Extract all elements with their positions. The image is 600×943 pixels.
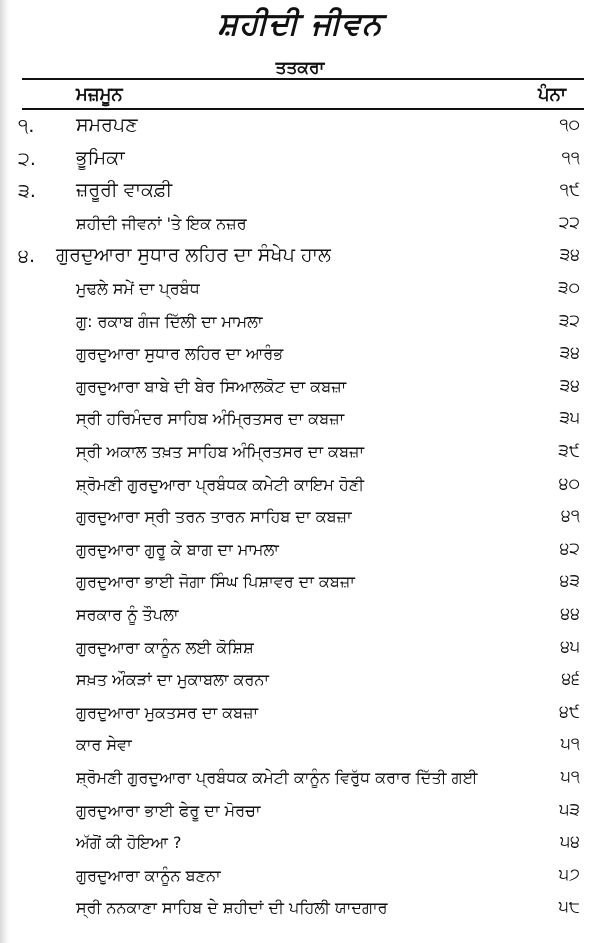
toc-entry-page: ੪੬ [561, 669, 580, 690]
toc-entry-page: ੩੫ [559, 408, 580, 429]
toc-entry-page: ੨੨ [558, 212, 580, 233]
toc-entry-title: ਸ੍ਰੀ ਨਨਕਾਣਾ ਸਾਹਿਬ ਦੇ ਸ਼ਹੀਦਾਂ ਦੀ ਪਹਿਲੀ ਯਾਦਗਾਰ [76, 898, 388, 918]
toc-entry-page: ੧੦ [559, 115, 580, 135]
toc-entry [0, 667, 600, 697]
toc-entry [0, 309, 600, 339]
toc-entry [0, 211, 600, 241]
toc-entry-title: ਗੁਰਦੁਆਰਾ ਸ੍ਰੀ ਤਰਨ ਤਾਰਨ ਸਾਹਿਬ ਦਾ ਕਬਜ਼ਾ [76, 507, 352, 527]
toc-entry-page: ੪੪ [560, 604, 580, 624]
toc-entry-title: ਮੁਢਲੇ ਸਮੇਂ ਦਾ ਪ੍ਰਬੰਧ [76, 279, 200, 298]
toc-entry [0, 895, 600, 925]
toc-entry [0, 374, 600, 404]
toc-entry-title: ਸ਼੍ਰੋਮਣੀ ਗੁਰਦੁਆਰਾ ਪ੍ਰਬੰਧਕ ਕਮੇਟੀ ਕਾਇਮ ਹੋਣੀ [76, 474, 365, 494]
toc-entry [0, 341, 600, 371]
toc-entry [0, 569, 600, 599]
toc-entry-page: ੧੯ [559, 180, 580, 201]
toc-entry-page: ੩੦ [558, 278, 580, 298]
toc-entry [0, 113, 600, 143]
toc-entry [0, 504, 600, 534]
toc-entry-title: ਗੁਰਦੁਆਰਾ ਸੁਧਾਰ ਲਹਿਰ ਦਾ ਆਰੰਭ [76, 344, 284, 364]
toc-entry-title: ਸ੍ਰੀ ਅਕਾਲ ਤਖ਼ਤ ਸਾਹਿਬ ਅੰਮ੍ਰਿਤਸਰ ਦਾ ਕਬਜ਼ਾ [76, 442, 365, 461]
toc-entry-title: ਗੁਰਦੁਆਰਾ ਬਾਬੇ ਦੀ ਬੇਰ ਸਿਆਲਕੋਟ ਦਾ ਕਬਜ਼ਾ [76, 376, 347, 396]
toc-entry-title: ਸ਼੍ਰੋਮਣੀ ਗੁਰਦੁਆਰਾ ਪ੍ਰਬੰਧਕ ਕਮੇਟੀ ਕਾਨੂੰਨ ਵਿਰੁੱਧ ਕਰਾਰ ਦਿੱਤੀ ਗਈ [76, 768, 478, 787]
toc-entry-page: ੩੯ [558, 441, 580, 461]
toc-entry-page: ੫੧ [560, 734, 580, 755]
toc-entry [0, 472, 600, 502]
toc-entry-title: ਗੁਰਦੁਆਰਾ ਮੁਕਤਸਰ ਦਾ ਕਬਜ਼ਾ [76, 702, 259, 722]
toc-entry-page: ੩੪ [559, 245, 580, 266]
toc-entry [0, 178, 600, 208]
toc-entry [0, 635, 600, 665]
toc-entry-title: ਅੱਗੋਂ ਕੀ ਹੋਇਆ ? [76, 833, 182, 853]
toc-entry [0, 276, 600, 306]
toc-entry-page: ੪੯ [559, 701, 580, 722]
toc-entry-page: ੪੦ [558, 473, 580, 494]
toc-entry-title: ਗੁਰਦੁਆਰਾ ਭਾਈ ਫੇਰੂ ਦਾ ਮੋਰਚਾ [76, 800, 261, 820]
toc-entry [0, 439, 600, 469]
toc-entry [0, 537, 600, 567]
toc-entry-page: ੩੨ [558, 310, 580, 331]
toc-entry [0, 830, 600, 860]
toc-entry-page: ੪੧ [560, 506, 580, 527]
toc-entry [0, 765, 600, 795]
toc-entry-title: ਗੁ: ਰਕਾਬ ਗੰਜ ਦਿੱਲੀ ਦਾ ਮਾਮਲਾ [76, 311, 263, 331]
toc-entry-number: ੩. [18, 180, 36, 203]
toc-entry-number: ੨. [18, 147, 36, 170]
column-header-topic: ਮਜ਼ਮੂਨ [76, 84, 123, 105]
toc-entry-title: ਗੁਰਦੁਆਰਾ ਕਾਨੂੰਨ ਬਣਨਾ [76, 865, 221, 885]
book-title: ਸ਼ਹੀਦੀ ਜੀਵਨ [217, 6, 383, 42]
toc-entry-title: ਗੁਰਦੁਆਰਾ ਸੁਧਾਰ ਲਹਿਰ ਦਾ ਸੰਖੇਪ ਹਾਲ [56, 244, 331, 267]
toc-entry-page: ੩੪ [559, 343, 580, 364]
toc-entry [0, 798, 600, 828]
toc-entry-title: ਸਖ਼ਤ ਔਕੜਾਂ ਦਾ ਮੁਕਾਬਲਾ ਕਰਨਾ [76, 670, 270, 690]
column-header-page: ਪੰਨਾ [537, 84, 566, 105]
toc-entry-title: ਗੁਰਦੁਆਰਾ ਗੁਰੂ ਕੇ ਬਾਗ ਦਾ ਮਾਮਲਾ [76, 539, 279, 559]
toc-entry-title: ਗੁਰਦੁਆਰਾ ਭਾਈ ਜੋਗਾ ਸਿੰਘ ਪਿਸ਼ਾਵਰ ਦਾ ਕਬਜ਼ਾ [76, 572, 355, 592]
toc-entry-page: ੩੪ [559, 375, 580, 396]
toc-entry [0, 406, 600, 436]
toc-entry [0, 732, 600, 762]
toc-entry-page: ੫੩ [559, 799, 580, 820]
toc-entry-page: ੧੧ [561, 147, 580, 168]
toc-entry [0, 146, 600, 176]
toc-entry [0, 863, 600, 893]
toc-entry [0, 602, 600, 632]
toc-entry-title: ਗੁਰਦੁਆਰਾ ਕਾਨੂੰਨ ਲਈ ਕੋਸ਼ਿਸ਼ [76, 637, 254, 657]
toc-entry-title: ਜ਼ਰੂਰੀ ਵਾਕਫ਼ੀ [76, 179, 173, 202]
header-rule-top [22, 78, 584, 80]
toc-entry-title: ਸ਼ਹੀਦੀ ਜੀਵਨਾਂ 'ਤੇ ਇਕ ਨਜ਼ਰ [76, 213, 247, 233]
toc-entry [0, 243, 600, 273]
header-rule-bottom [22, 108, 584, 110]
toc-entry-page: ੪੫ [560, 636, 580, 657]
toc-entry [0, 700, 600, 730]
toc-entry-title: ਸਰਕਾਰ ਨੂੰ ਤੌਪਲਾ [76, 605, 179, 624]
toc-entry-number: ੧. [18, 115, 35, 137]
toc-entry-title: ਸਮਰਪਣ [76, 114, 138, 136]
toc-entry-page: ੫੭ [559, 864, 580, 885]
toc-entry-page: ੪੩ [559, 571, 580, 592]
toc-entry-title: ਕਾਰ ਸੇਵਾ [76, 735, 132, 755]
toc-entry-title: ਭੂਮਿਕਾ [76, 146, 125, 169]
toc-entry-number: ੪. [18, 245, 35, 268]
toc-heading: ਤਤਕਰਾ [275, 58, 325, 78]
toc-entry-title: ਸ੍ਰੀ ਹਰਿਮੰਦਰ ਸਾਹਿਬ ਅੰਮ੍ਰਿਤਸਰ ਦਾ ਕਬਜ਼ਾ [76, 409, 345, 429]
toc-entry-page: ੫੪ [560, 832, 580, 853]
toc-entry-page: ੫੧ [560, 767, 580, 787]
toc-entry-page: ੪੨ [559, 538, 580, 559]
toc-entry-page: ੫੮ [558, 897, 580, 918]
